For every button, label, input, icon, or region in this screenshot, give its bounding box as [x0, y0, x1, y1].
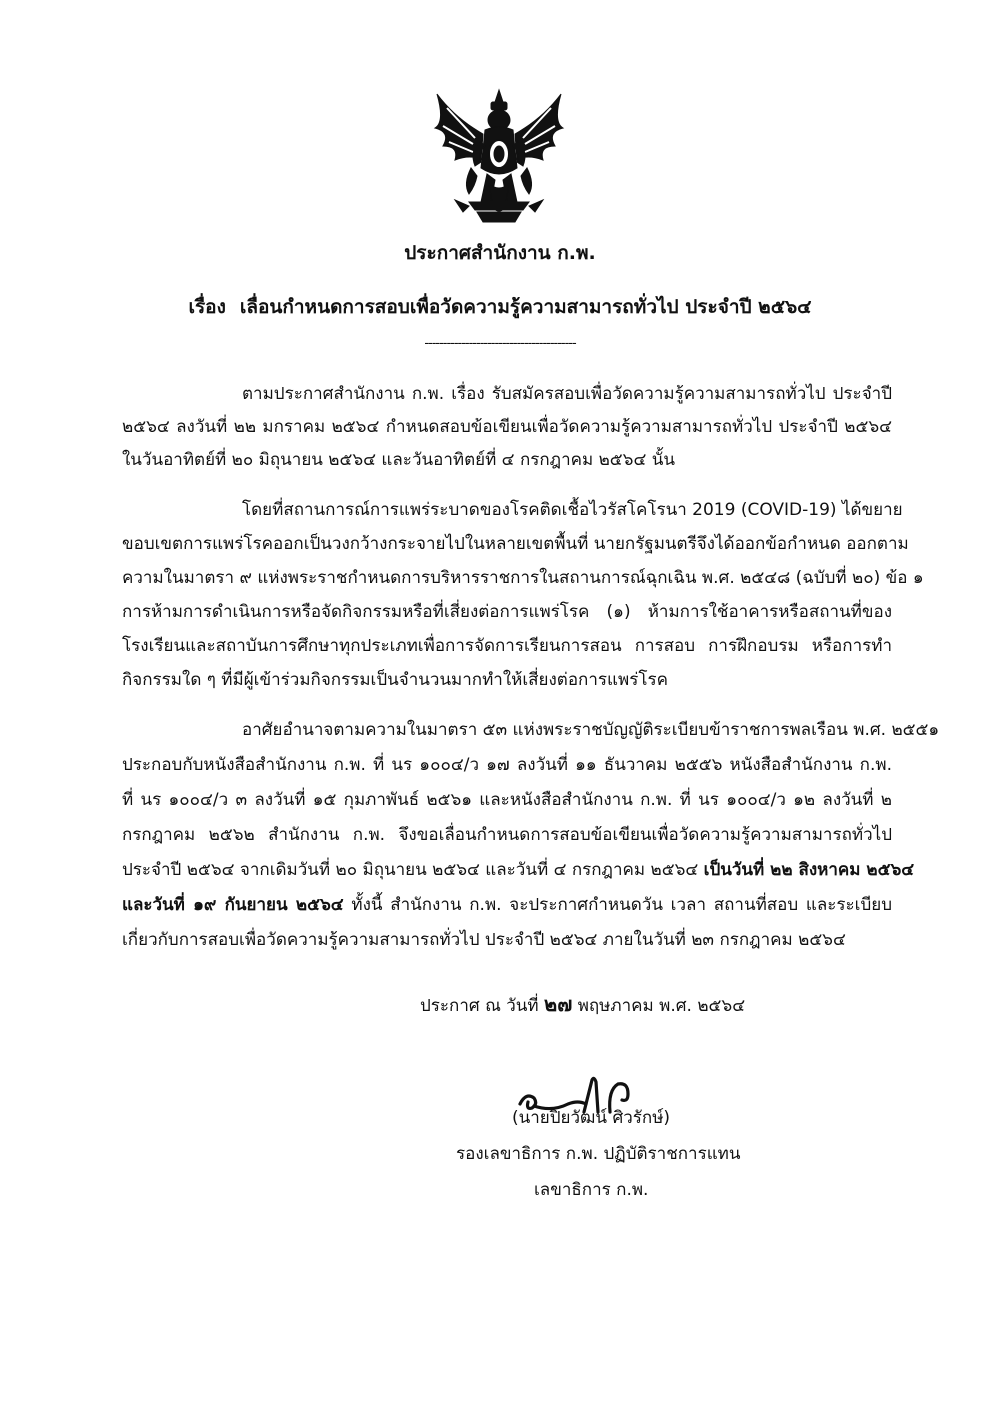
para1-line2: ๒๕๖๔ ลงวันที่ ๒๒ มกราคม ๒๕๖๔ กำหนดสอบข้อเขียนเพื่อวัดความรู้ความสามารถทั่วไป ประจำปี ๒๕๖๔: [122, 417, 892, 437]
para3-line1: อาศัยอำนาจตามความในมาตรา ๕๓ แห่งพระราชบัญญัติระเบียบข้าราชการพลเรือน พ.ศ. ๒๕๕๑: [242, 720, 940, 740]
para1-line1: ตามประกาศสำนักงาน ก.พ. เรื่อง รับสมัครสอบเพื่อวัดความรู้ความสามารถทั่วไป ประจำปี: [242, 384, 892, 404]
para3-line5: [122, 856, 915, 884]
para3-line4: กรกฎาคม ๒๕๖๒ สำนักงาน ก.พ. จึงขอเลื่อนกำหนดการสอบข้อเขียนเพื่อวัดความรู้ความสามารถทั่วไป: [122, 825, 892, 845]
para2-line6: กิจกรรมใด ๆ ที่มีผู้เข้าร่วมกิจกรรมเป็นจำนวนมากทำให้เสี่ยงต่อการแพร่โรค: [122, 670, 668, 690]
para3-line6-normal: ทั้งนี้ สำนักงาน ก.พ. จะประกาศกำหนดวัน เวลา สถานที่สอบ และระเบียบ: [351, 895, 893, 915]
garuda-emblem-icon: [425, 88, 573, 228]
para2-line5: โรงเรียนและสถาบันการศึกษาทุกประเภทเพื่อการจัดการเรียนการสอน การสอบ การฝึกอบรม หรือการทำ: [122, 636, 892, 656]
new-date-1: เป็นวันที่ ๒๒ สิงหาคม ๒๕๖๔: [703, 860, 915, 880]
subject-label: เรื่อง: [188, 296, 226, 318]
date-day: ๒๗: [544, 992, 573, 1016]
subject-heading: [0, 292, 1000, 322]
date-suffix: พฤษภาคม พ.ศ. ๒๕๖๔: [577, 996, 746, 1016]
para2-line3: ความในมาตรา ๙ แห่งพระราชกำหนดการบริหารราชการในสถานการณ์ฉุกเฉิน พ.ศ. ๒๕๔๘ (ฉบับที่ ๒๐) ข้อ ๑: [122, 568, 924, 588]
divider: -----------------------------------------: [424, 336, 576, 351]
para3-line2: ประกอบกับหนังสือสำนักงาน ก.พ. ที่ นร ๑๐๐๔/ว ๑๗ ลงวันที่ ๑๑ ธันวาคม ๒๕๕๖ หนังสือสำนักงาน ก.พ.: [122, 755, 892, 775]
subject-text: เลื่อนกำหนดการสอบเพื่อวัดความรู้ความสามารถทั่วไป ประจำปี ๒๕๖๔: [239, 296, 812, 318]
para3-line3: ที่ นร ๑๐๐๔/ว ๓ ลงวันที่ ๑๕ กุมภาพันธ์ ๒๕๖๑ และหนังสือสำนักงาน ก.พ. ที่ นร ๑๐๐๔/ว ๑๒ ลงวันที่ ๒: [122, 790, 892, 810]
signatory-position-2: เลขาธิการ ก.พ.: [534, 1180, 649, 1200]
para3-line7: เกี่ยวกับการสอบเพื่อวัดความรู้ความสามารถทั่วไป ประจำปี ๒๕๖๔ ภายในวันที่ ๒๓ กรกฎาคม ๒๕๖๔: [122, 930, 846, 950]
signatory-name: (นายปิยวัฒน์ ศิวรักษ์): [512, 1108, 671, 1128]
signatory-position: รองเลขาธิการ ก.พ. ปฏิบัติราชการแทน: [456, 1144, 741, 1164]
page-title: ประกาศสำนักงาน ก.พ.: [404, 242, 596, 264]
para1-line3: ในวันอาทิตย์ที่ ๒๐ มิถุนายน ๒๕๖๔ และวันอาทิตย์ที่ ๔ กรกฎาคม ๒๕๖๔ นั้น: [122, 450, 675, 470]
announcement-date: [420, 990, 745, 1020]
new-date-2: และวันที่ ๑๙ กันยายน ๒๕๖๔: [122, 895, 344, 915]
para2-line1: โดยที่สถานการณ์การแพร่ระบาดของโรคติดเชื้อไวรัสโคโรนา 2019 (COVID-19) ได้ขยาย: [242, 500, 903, 520]
para3-line6: [122, 891, 892, 919]
para2-line4: การห้ามการดำเนินการหรือจัดกิจกรรมหรือที่เสี่ยงต่อการแพร่โรค (๑) ห้ามการใช้อาคารหรือสถานที่ของ: [122, 602, 892, 622]
para2-line2: ขอบเขตการแพร่โรคออกเป็นวงกว้างกระจายไปในหลายเขตพื้นที่ นายกรัฐมนตรีจึงได้ออกข้อกำหนด ออกตาม: [122, 534, 909, 554]
date-prefix: ประกาศ ณ วันที่: [420, 996, 539, 1016]
para3-line5-normal: ประจำปี ๒๕๖๔ จากเดิมวันที่ ๒๐ มิถุนายน ๒๕๖๔ และวันที่ ๔ กรกฎาคม ๒๕๖๔: [122, 860, 699, 880]
